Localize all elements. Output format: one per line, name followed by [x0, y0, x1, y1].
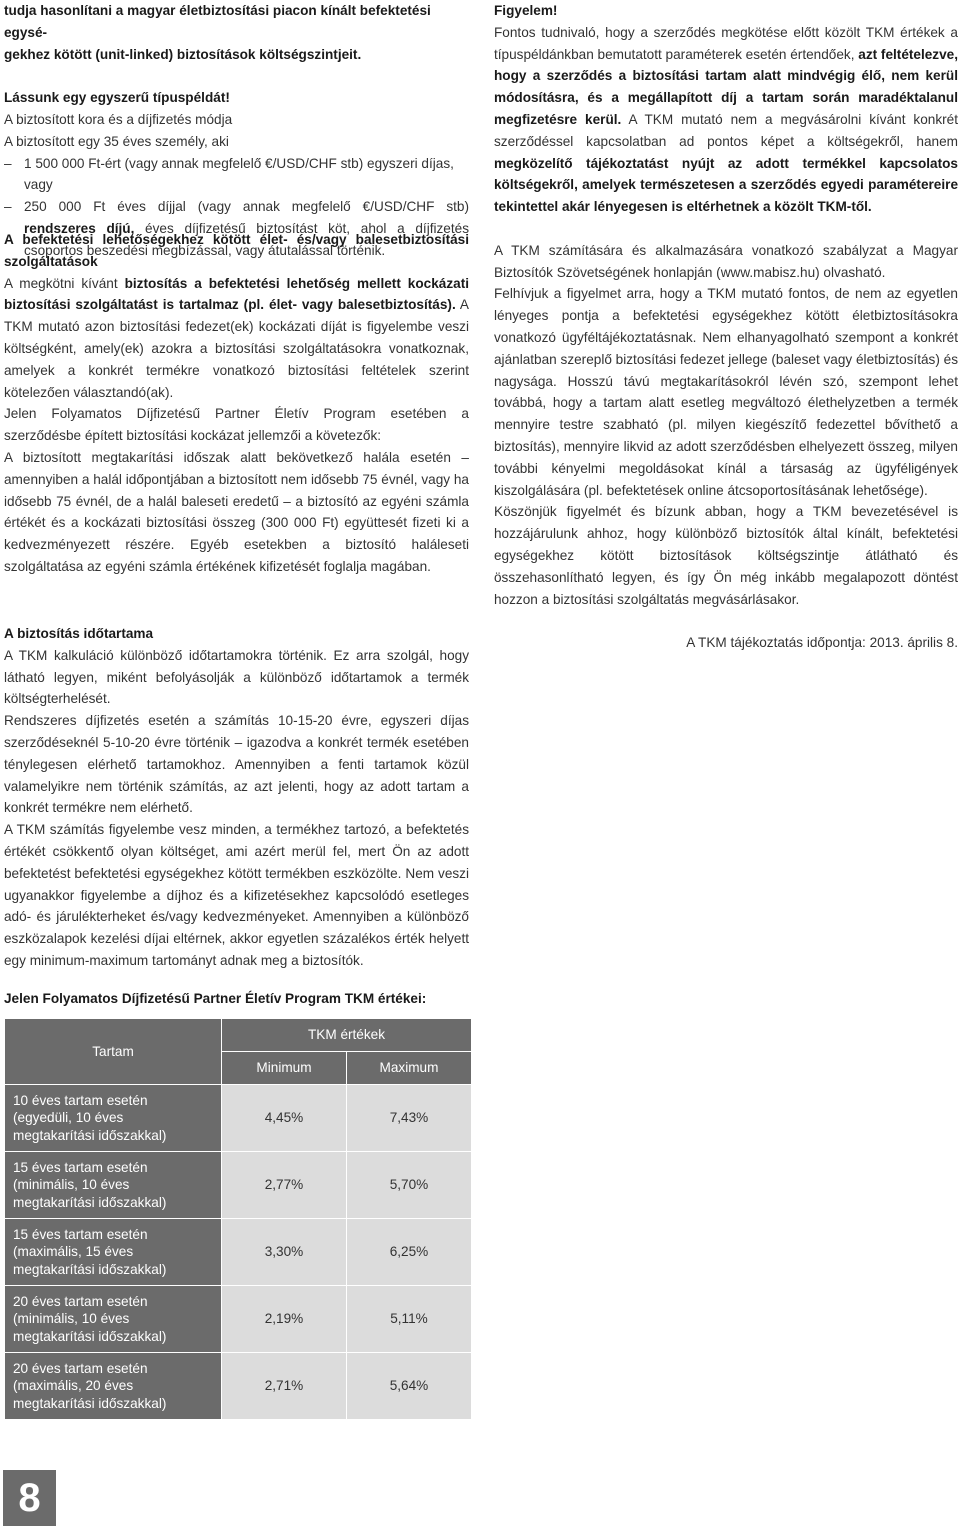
- dash-text: éves díjfizetésű biztosítást köt, ahol a díjfizetés csoportos beszedési megbízással, vagy átutalással történik.: [24, 220, 469, 258]
- warning-text-bold: megközelítő tájékoztatást nyújt az adott termékkel kapcsolatos költségekről, amelyek természetesen a szerződés egyedi paramétereire tekintettel akár lényegesen is eltérhetnek a közölt TKM-től.: [494, 155, 958, 215]
- cell-min: 2,71%: [222, 1353, 347, 1420]
- page-number: 8: [3, 1470, 56, 1526]
- table-row: [5, 1085, 472, 1152]
- dash-bullet: –: [4, 155, 12, 171]
- intro-paragraph: [4, 0, 469, 262]
- cell-min: 3,30%: [222, 1219, 347, 1286]
- table-header-tartam: Tartam: [5, 1019, 222, 1085]
- dash-text: 1 500 000 Ft-ért (vagy annak megfelelő €/USD/CHF stb) egyszeri díjas,: [24, 155, 454, 171]
- duration-section: [4, 623, 469, 972]
- cell-min: 4,45%: [222, 1085, 347, 1152]
- warning-text-bold: azt feltételezve, hogy a szerződés a biztosítási tartam alatt mindvégig élő, nem kerül módosításra, és a megállapított díj a tartam során maradéktalanul megfizetésre kerül.: [494, 46, 958, 127]
- dash-item: [4, 153, 469, 197]
- row-label: 10 éves tartam esetén (egyedüli, 10 éves megtakarítási időszakkal): [5, 1085, 222, 1152]
- right-paragraph: A TKM számítására és alkalmazására vonatkozó szabályzat a Magyar Biztosítók Szövetségének honlapján (www.mabisz.hu) olvasható.: [494, 242, 958, 280]
- table-caption-text: Jelen Folyamatos Díjfizetésű Partner Életív Program TKM értékei:: [4, 991, 427, 1006]
- right-paragraph: Köszönjük figyelmét és bízunk abban, hogy a TKM bevezetésével is hozzájárulunk ahhoz, hogy különböző biztosítók által kínált, befektetési egységekhez kötött biztosítások költségszintje átlátható és összehasonlítható legyen, és így Ön még inkább megalapozott döntést hozzon a biztosítási szolgáltatás megvásárlásakor.: [494, 504, 958, 607]
- duration-paragraph: A TKM számítás figyelembe vesz minden, a termékhez tartozó, a befektetés értékét csökkentő olyan költséget, ami azért merül fel, mert Ön az adott befektetést befektetési egységekhez kötött termékben eszközölte. Nem veszi ugyanakkor figyelembe a díjhoz és a kifizetésekhez kapcsolódó esetleges adó- és járulékterheket és/vagy kedvezményeket. Amennyiben a különböző eszközalapok kezelési díjai eltérnek, akkor egyetlen százalékos érték helyett egy minimum-maximum tartományt adnak meg a biztosítók.: [4, 822, 469, 968]
- example-line: A biztosított kora és a díjfizetés módja: [4, 111, 233, 127]
- example-line: A biztosított egy 35 éves személy, aki: [4, 133, 229, 149]
- cell-max: 5,64%: [347, 1353, 472, 1420]
- duration-paragraph: Rendszeres díjfizetés esetén a számítás 10-15-20 évre, egyszeri díjas szerződéseknél 5-10-20 évre történik – igazodva a konkrét termék esetében ténylegesen elérhető tartamokhoz. Amennyiben a fenti tartamok közül valamelyikre nem történik számítás, az azt jelenti, hogy az adott tartam a konkrét termékre nem elérhető.: [4, 713, 469, 816]
- invest-section: [4, 229, 469, 578]
- intro-line: tudja hasonlítani a magyar életbiztosítási piacon kínált befektetési egysé-: [4, 3, 431, 40]
- right-paragraph: Felhívjuk a figyelmet arra, hogy a TKM mutató fontos, de nem az egyetlen lényeges pontja a befektetési egységekhez kötött életbiztosításokra vonatkozó ügyféltájékoztatásnak. Nem elhanyagolható szempont a konkrét ajánlatban szereplő biztosítási fedezet jellege (baleset vagy életbiztosítás) és nagysága. Hosszú távú megtakarításokról lévén szó, szempont lehet továbbá, hogy a tartam alatt esetleg megváltozó élethelyzetben a termék mennyire testre szabható (pl. milyen kiegészítő fedezettel bővíthető a biztosítás), mennyire likvid az adott szerződésben elhelyezett összeg, milyen további kényelmi megoldásokat kínál a társaság az ügyféligények kiszolgálására (pl. befektetések online átcsoportosításának lehetősége).: [494, 286, 958, 498]
- invest-text-bold: biztosítás a befektetési lehetőség mellett kockázati biztosítási szolgáltatást is tartalmaz (pl. élet- vagy balesetbiztosítás).: [4, 275, 469, 313]
- cell-max: 5,70%: [347, 1152, 472, 1219]
- cell-min: 2,19%: [222, 1286, 347, 1353]
- invest-text: A megkötni kívánt: [4, 275, 125, 291]
- table-header-maximum: Maximum: [347, 1052, 472, 1085]
- table-header-minimum: Minimum: [222, 1052, 347, 1085]
- duration-heading: A biztosítás időtartama: [4, 626, 154, 641]
- row-label: 15 éves tartam esetén (maximális, 15 éves megtakarítási időszakkal): [5, 1219, 222, 1286]
- invest-heading: A befektetési lehetőségekhez kötött élet- és/vagy balesetbiztosítási szolgáltatások: [4, 232, 469, 269]
- right-column: [494, 0, 958, 654]
- cell-min: 2,77%: [222, 1152, 347, 1219]
- dash-text: vagy: [24, 177, 53, 193]
- tkm-table: [4, 1018, 472, 1420]
- example-heading: Lássunk egy egyszerű típuspéldát!: [4, 90, 230, 106]
- date-line: A TKM tájékoztatás időpontja: 2013. április 8.: [686, 635, 958, 651]
- warning-text: A TKM mutató nem a megvásárolni kívánt konkrét szerződéssel kapcsolatban ad pontos képet a költségekről, hanem: [494, 111, 959, 149]
- row-label: 20 éves tartam esetén (minimális, 10 éves megtakarítási időszakkal): [5, 1286, 222, 1353]
- row-label: 20 éves tartam esetén (maximális, 20 éves megtakarítási időszakkal): [5, 1353, 222, 1420]
- cell-max: 6,25%: [347, 1219, 472, 1286]
- intro-line: gekhez kötött (unit-linked) biztosítások költségszintjeit.: [4, 46, 362, 62]
- table-caption: [4, 988, 704, 1010]
- warning-heading: Figyelem!: [494, 3, 558, 18]
- cell-max: 7,43%: [347, 1085, 472, 1152]
- table-row: [5, 1353, 472, 1420]
- table-row: [5, 1152, 472, 1219]
- table-header-tkm: TKM értékek: [222, 1019, 472, 1052]
- dash-text-bold: rendszeres díjú,: [24, 220, 135, 236]
- row-label: 15 éves tartam esetén (minimális, 10 éves megtakarítási időszakkal): [5, 1152, 222, 1219]
- cell-max: 5,11%: [347, 1286, 472, 1353]
- table-row: [5, 1219, 472, 1286]
- dash-text: 250 000 Ft éves díjjal (vagy annak megfelelő €/USD/CHF stb): [24, 199, 469, 215]
- duration-paragraph: A TKM kalkuláció különböző időtartamokra történik. Ez arra szolgál, hogy látható legyen, miként befolyásolják a különböző időtartamok a termék költségterhelését.: [4, 647, 469, 707]
- invest-paragraph: A biztosított megtakarítási időszak alatt bekövetkező halála esetén – amennyiben a halál időpontjában a biztosított nem idősebb 75 évnél, vagy ha idősebb 75 évnél, de a halál baleseti eredetű – a biztosító az egyéni számla értékét és a kockázati biztosítási összeg (300 000 Ft) együttesét fizeti ki a kedvezményezett részére. Egyéb esetekben a biztosító haláleseti szolgáltatása az egyéni számla értékének kifizetését foglalja magában.: [4, 449, 469, 574]
- table-row: [5, 1286, 472, 1353]
- warning-text: Fontos tudnivaló, hogy a szerződés megkötése előtt közölt TKM értékek a típuspéldánkban bemutatott paraméterek esetén értendőek,: [494, 24, 958, 62]
- invest-text: A TKM mutató azon biztosítási fedezet(ek) kockázati díját is figyelembe veszi költségként, amely(ek) azokra a biztosítási szolgáltatásokra vonatkoznak, amelyek a konkrét termékre vonatkozó biztosítási feltételek szerint kötelezően választandó(ak).: [4, 297, 469, 400]
- invest-paragraph: Jelen Folyamatos Díjfizetésű Partner Életív Program esetében a szerződésbe épített biztosítási kockázat jellemzői a követezők:: [4, 406, 469, 444]
- dash-bullet: –: [4, 199, 12, 215]
